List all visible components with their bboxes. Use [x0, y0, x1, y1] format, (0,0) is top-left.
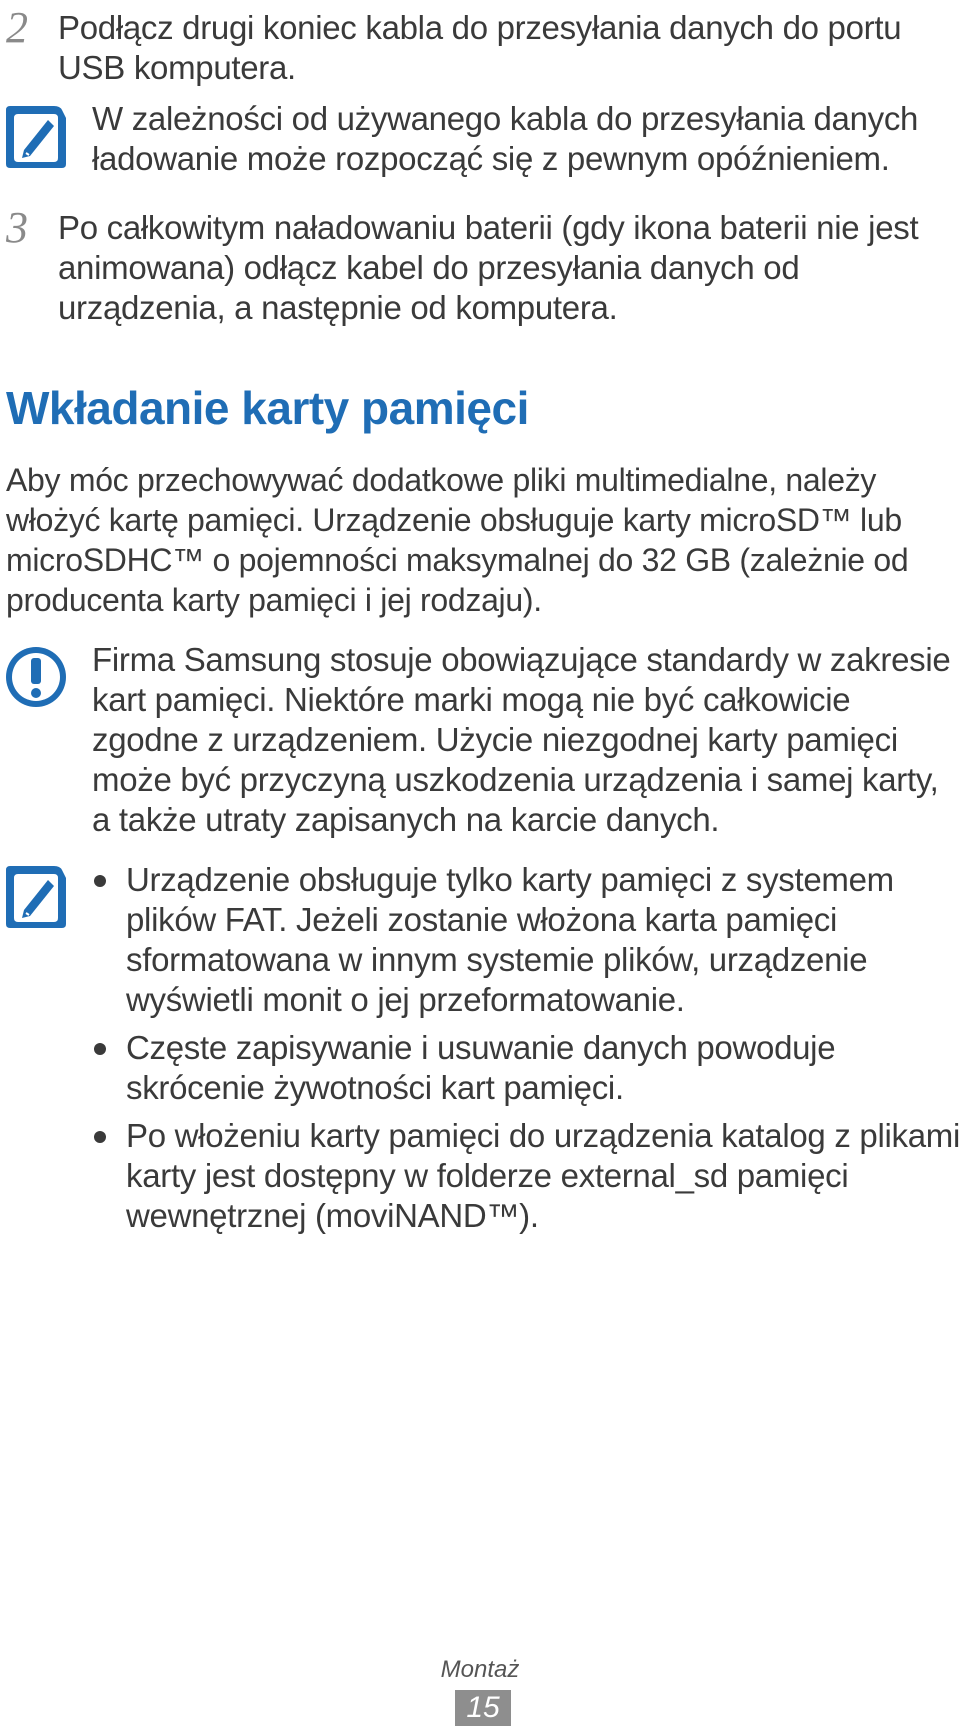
note-pencil-icon: [4, 104, 68, 170]
page-number: 15: [455, 1690, 511, 1726]
list-item: [90, 1116, 960, 1236]
list-item-text: Urządzenie obsługuje tylko karty pamięci z systemem plików FAT. Jeżeli zostanie włożona karta pamięci sformatowana w innym systemie plików, urządzenie wyświetli monit o jej przeformatowanie.: [126, 861, 894, 1018]
bullet-icon: [94, 1043, 106, 1055]
step-text: Po całkowitym naładowaniu baterii (gdy ikona baterii nie jest animowana) odłącz kabel do przesyłania danych od urządzenia, a następnie od komputera.: [58, 209, 919, 326]
note-text: W zależności od używanego kabla do przesyłania danych ładowanie może rozpocząć się z pewnym opóźnieniem.: [92, 100, 919, 177]
footer-section-label: Montaż: [440, 1656, 520, 1683]
warning-text: Firma Samsung stosuje obowiązujące standardy w zakresie kart pamięci. Niektóre marki mogą nie być całkowicie zgodne z urządzeniem. Użycie niezgodnej karty pamięci może być przyczyną uszkodzenia urządzenia i samej karty, a także utraty zapisanych na karcie danych.: [92, 641, 951, 838]
step-number: 3: [6, 203, 28, 252]
list-item-text: Po włożeniu karty pamięci do urządzenia katalog z plikami karty jest dostępny w folderze external_sd pamięci wewnętrznej (moviNAND™).: [126, 1117, 960, 1234]
section-title: Wkładanie karty pamięci: [6, 382, 529, 434]
list-item: [90, 1028, 960, 1108]
bullet-icon: [94, 875, 106, 887]
list-item-text: Częste zapisywanie i usuwanie danych powoduje skrócenie żywotności kart pamięci.: [126, 1029, 836, 1106]
step-text: Podłącz drugi koniec kabla do przesyłania danych do portu USB komputera.: [58, 9, 902, 86]
bullet-icon: [94, 1131, 106, 1143]
warning-exclamation-icon: [4, 644, 68, 710]
step-number: 2: [6, 3, 28, 52]
section-paragraph: Aby móc przechowywać dodatkowe pliki multimedialne, należy włożyć kartę pamięci. Urządzenie obsługuje karty microSD™ lub microSDHC™ o pojemności maksymalnej do 32 GB (zależnie od producenta karty pamięci i jej rodzaju).: [6, 462, 909, 618]
note-pencil-icon: [4, 864, 68, 930]
list-item: [90, 860, 960, 1020]
note-bullet-list: [90, 860, 960, 1244]
